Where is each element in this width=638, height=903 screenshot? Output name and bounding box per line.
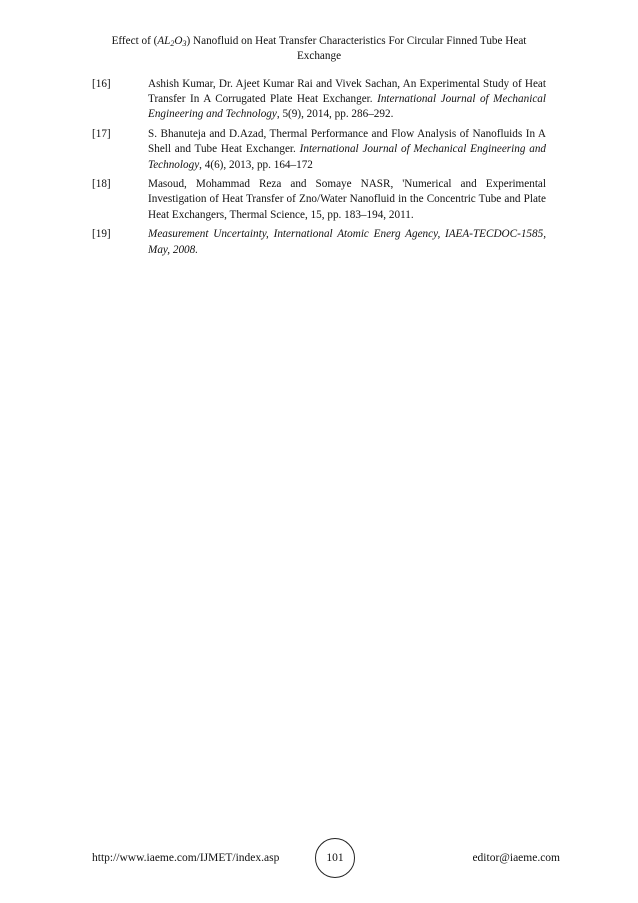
reference-text bbox=[148, 227, 546, 257]
reference-list bbox=[92, 77, 546, 262]
reference-text: S. Bhanuteja and D.Azad, Thermal Performance and Flow Analysis of Nanofluids In A Shell and Tube Heat Exchanger. International Journal of Mechanical Engineering and Technology, 4(6), 2013, pp. 164–172 bbox=[148, 128, 547, 171]
reference-text: Masoud, Mohammad Reza and Somaye NASR, 'Numerical and Experimental Investigation of Heat Transfer of Zno/Water Nanofluid in the Concentric Tube and Plate Heat Exchangers, Thermal Science, 15, pp. 183–194, 2011. bbox=[148, 178, 546, 221]
running-header-line2: Exchange bbox=[296, 49, 342, 62]
chemical-formula: $AL_2O_3$ bbox=[157, 35, 187, 48]
header-prefix: Effect of ( bbox=[111, 35, 158, 47]
running-header-line1 bbox=[80, 34, 558, 49]
running-header bbox=[80, 34, 558, 63]
journal-name: Measurement Uncertainty, International Atomic Energ Agency, IAEA-TECDOC-1585, May, 2008. bbox=[148, 228, 546, 256]
reference-number: [19] bbox=[92, 228, 111, 241]
journal-name: International Journal of Mechanical Engineering and Technology bbox=[148, 93, 546, 121]
reference-item bbox=[92, 77, 546, 123]
reference-number: [16] bbox=[92, 78, 111, 90]
reference-text: Ashish Kumar, Dr. Ajeet Kumar Rai and Vivek Sachan, An Experimental Study of Heat Transfer In A Corrugated Plate Heat Exchanger. International Journal of Mechanical Engineering and Technology, 5(9), 2014, pp. 286–292. bbox=[148, 78, 546, 121]
reference-item bbox=[92, 227, 546, 257]
page-number: 101 bbox=[315, 838, 355, 878]
editor-email-link[interactable]: editor@iaeme.com bbox=[472, 852, 560, 864]
journal-name: International Journal of Mechanical Engineering and Technology bbox=[148, 143, 547, 171]
reference-number: [18] bbox=[92, 178, 111, 191]
reference-number: [17] bbox=[92, 128, 111, 141]
reference-item bbox=[92, 177, 546, 223]
reference-item bbox=[92, 127, 546, 173]
journal-url-link[interactable]: http://www.iaeme.com/IJMET/index.asp bbox=[92, 852, 280, 864]
header-suffix: ) Nanofluid on Heat Transfer Characteristics For Circular Finned Tube Heat bbox=[186, 35, 527, 47]
